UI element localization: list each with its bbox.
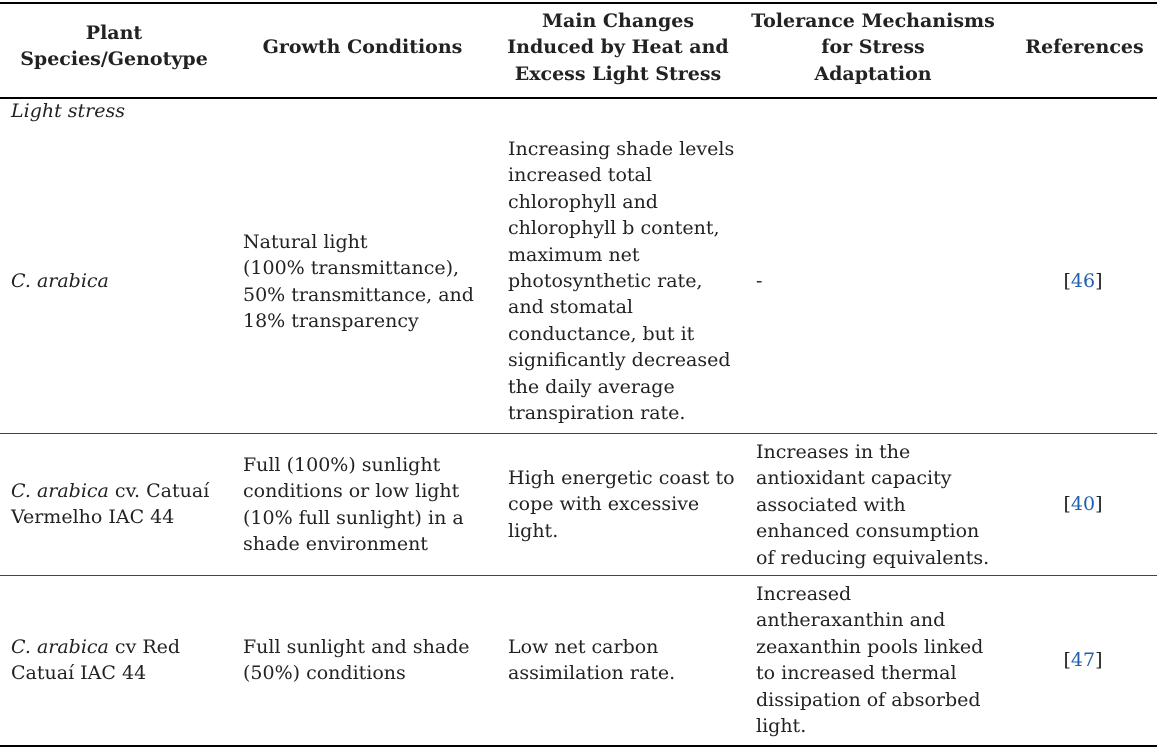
row2-species-italic: C. arabica xyxy=(11,480,109,502)
row3-growth xyxy=(243,634,470,687)
header-growth-line1: Growth Conditions xyxy=(262,36,463,58)
row1-growth xyxy=(243,229,474,335)
row2-changes-line: light. xyxy=(508,519,559,542)
row1-changes-line: maximum net xyxy=(508,243,640,266)
row1-changes-line: increased total xyxy=(508,164,652,187)
row2-growth-line: shade environment xyxy=(243,533,428,556)
row2-growth-line: Full (100%) sunlight xyxy=(243,454,441,476)
row1-growth-line: Natural light xyxy=(243,231,368,253)
row3-changes xyxy=(508,634,675,687)
ref-close-bracket: ] xyxy=(1095,649,1103,671)
section-label: Light stress xyxy=(11,100,125,122)
header-references xyxy=(1012,34,1157,60)
row3-tolerance-line: light. xyxy=(756,715,807,738)
row1-changes-line: the daily average xyxy=(508,375,675,398)
header-changes-line1: Main Changes xyxy=(541,10,695,32)
row2-species xyxy=(11,478,209,531)
ref-link-47[interactable]: 47 xyxy=(1070,649,1096,671)
header-changes xyxy=(500,8,736,87)
header-species xyxy=(0,20,228,73)
row3-tolerance-line: to increased thermal xyxy=(756,662,957,685)
row1-species-italic: C. arabica xyxy=(11,270,109,292)
row2-tolerance-line: Increases in the xyxy=(756,441,911,463)
row2-growth-line: conditions or low light xyxy=(243,480,460,503)
row3-changes-line: Low net carbon xyxy=(508,636,659,658)
header-references-line1: References xyxy=(1025,36,1144,58)
row3-species xyxy=(11,634,180,687)
row1-tolerance xyxy=(756,268,762,294)
row1-tolerance-line: - xyxy=(756,270,763,292)
ref-link-40[interactable]: 40 xyxy=(1070,493,1096,515)
header-tolerance-line3: Adaptation xyxy=(814,62,932,85)
row3-tolerance-line: dissipation of absorbed xyxy=(756,688,981,711)
row2-tolerance xyxy=(756,439,989,571)
row1-changes-line: significantly decreased xyxy=(508,349,731,372)
ref-open-bracket: [ xyxy=(1063,649,1071,671)
ref-close-bracket: ] xyxy=(1095,493,1103,515)
table-top-rule xyxy=(0,2,1157,4)
row3-species-italic: C. arabica xyxy=(11,636,109,658)
header-species-line2: Species/Genotype xyxy=(20,48,208,71)
row1-changes-line: chlorophyll b content, xyxy=(508,217,720,240)
row1-growth-line: 50% transmittance, and xyxy=(243,283,474,306)
row2-reference xyxy=(1028,491,1138,517)
row2-changes-line: cope with excessive xyxy=(508,493,700,516)
header-growth xyxy=(240,34,485,60)
row2-tolerance-line: associated with xyxy=(756,493,906,516)
row2-changes xyxy=(508,465,735,544)
row1-changes-line: Increasing shade levels xyxy=(508,138,735,160)
row1-changes xyxy=(508,136,734,426)
row3-species-rest: cv Red xyxy=(108,636,181,658)
row3-changes-line: assimilation rate. xyxy=(508,662,676,685)
row2-changes-line: High energetic coast to xyxy=(508,467,735,489)
ref-link-46[interactable]: 46 xyxy=(1070,270,1096,292)
row1-reference xyxy=(1028,268,1138,294)
header-species-line1: Plant xyxy=(85,22,143,44)
row3-tolerance xyxy=(756,581,983,739)
row3-tolerance-line: antheraxanthin and xyxy=(756,609,946,632)
header-tolerance xyxy=(748,8,998,87)
row2-species-line2: Vermelho IAC 44 xyxy=(11,506,175,529)
row3-tolerance-line: Increased xyxy=(756,583,852,605)
header-changes-line2: Induced by Heat and xyxy=(507,36,729,59)
row2-tolerance-line: enhanced consumption xyxy=(756,520,980,543)
row3-tolerance-line: zeaxanthin pools linked xyxy=(756,635,984,658)
header-tolerance-line2: for Stress xyxy=(821,36,925,59)
row2-growth xyxy=(243,452,464,558)
row1-changes-line: chlorophyll and xyxy=(508,190,658,213)
row1-growth-line: (100% transmittance), xyxy=(243,257,460,280)
row2-species-rest: cv. Catuaí xyxy=(108,480,210,502)
row1-changes-line: and stomatal xyxy=(508,296,633,319)
ref-close-bracket: ] xyxy=(1095,270,1103,292)
row2-tolerance-line: antioxidant capacity xyxy=(756,467,952,490)
row1-changes-line: transpiration rate. xyxy=(508,402,686,425)
row1-changes-line: photosynthetic rate, xyxy=(508,270,703,293)
row-divider-2 xyxy=(0,575,1157,576)
row2-growth-line: (10% full sunlight) in a xyxy=(243,506,464,529)
ref-open-bracket: [ xyxy=(1063,493,1071,515)
row3-growth-line: Full sunlight and shade xyxy=(243,636,470,658)
header-changes-line3: Excess Light Stress xyxy=(514,62,722,85)
row-divider-1 xyxy=(0,433,1157,434)
row1-species xyxy=(11,268,109,294)
row1-growth-line: 18% transparency xyxy=(243,310,419,333)
header-tolerance-line1: Tolerance Mechanisms xyxy=(751,10,995,32)
row3-reference xyxy=(1028,647,1138,673)
row1-changes-line: conductance, but it xyxy=(508,322,695,345)
row3-growth-line: (50%) conditions xyxy=(243,662,406,685)
header-rule xyxy=(0,97,1157,99)
row3-species-line2: Catuaí IAC 44 xyxy=(11,662,147,685)
ref-open-bracket: [ xyxy=(1063,270,1071,292)
row2-tolerance-line: of reducing equivalents. xyxy=(756,546,990,569)
